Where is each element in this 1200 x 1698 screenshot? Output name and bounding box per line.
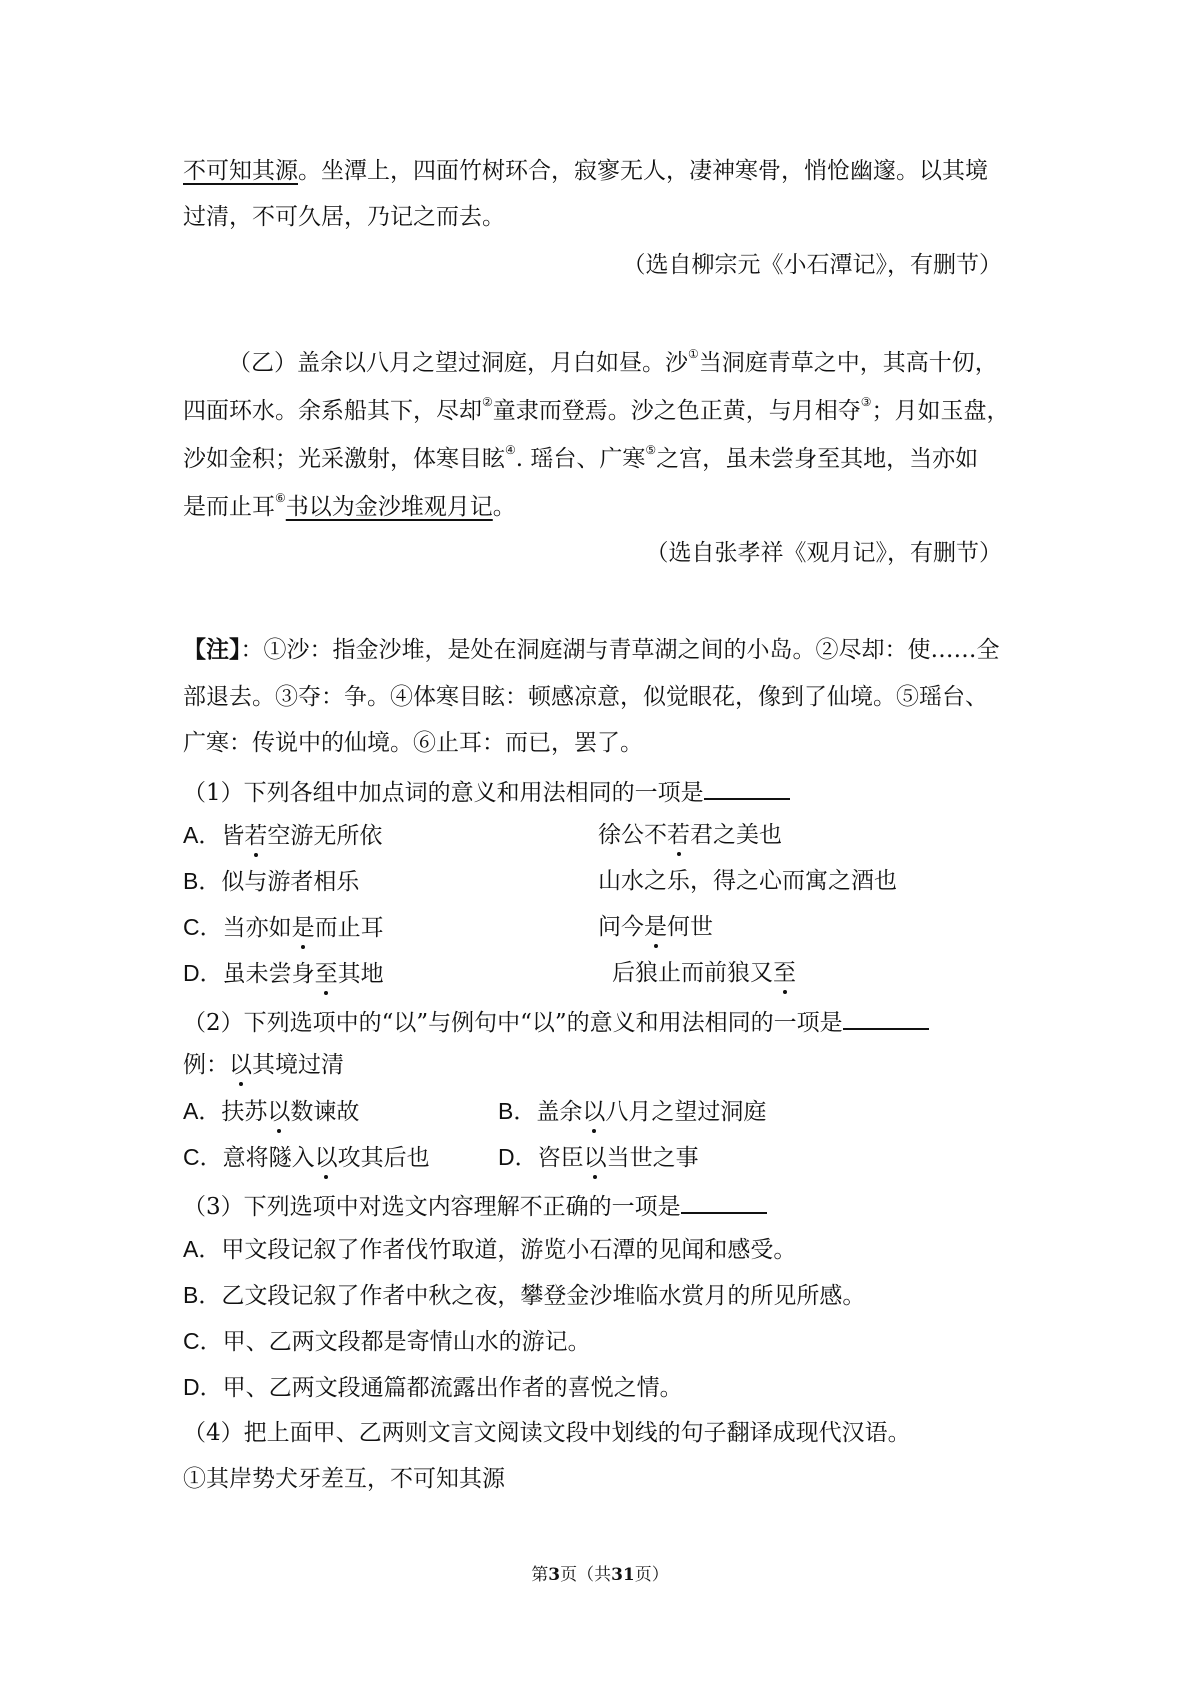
passage-jia-source: （选自柳宗元《小石潭记》，有删节） — [622, 252, 1002, 278]
total-pages: 31 — [611, 1565, 635, 1585]
passage-jia-line-2: 过清，不可久居，乃记之而去。 — [183, 204, 505, 230]
q1-option-b: B．似与游者相乐 — [183, 868, 360, 895]
passage-yi-line-3: 沙如金积；光采激射，体寒目眩④. 瑶台、广寒⑤之宫，虽未尝身至其地，当亦如 — [183, 443, 979, 472]
question-3-stem: （3）下列选项中对选文内容理解不正确的一项是 — [183, 1192, 767, 1219]
q3-option-b: B．乙文段记叙了作者中秋之夜，攀登金沙堆临水赏月的所见所感。 — [183, 1282, 866, 1309]
notes-label: 【注】 — [183, 636, 241, 663]
answer-blank — [843, 1008, 929, 1030]
q2-example: 例：以其境过清 — [183, 1052, 344, 1078]
underlined-sentence: 书以为金沙堆观月记 — [285, 494, 493, 520]
passage-jia-line-1: 不可知其源。坐潭上，四面竹树环合，寂寥无人，凄神寒骨，悄怆幽邃。以其境 — [183, 158, 988, 184]
q1-option-c-second: 问今是何世 — [598, 914, 713, 940]
q3-option-c: C．甲、乙两文段都是寄情山水的游记。 — [183, 1328, 591, 1355]
passage-yi-line-1: （乙）盖余以八月之望过洞庭，月白如昼。沙①当洞庭青草之中，其高十仞， — [228, 347, 998, 376]
passage-yi-source: （选自张孝祥《观月记》，有删节） — [645, 540, 1002, 566]
passage-yi-line-4: 是而止耳⑥书以为金沙堆观月记。 — [183, 491, 516, 520]
question-1-stem: （1）下列各组中加点词的意义和用法相同的一项是 — [183, 778, 790, 805]
notes-line-3: 广寒：传说中的仙境。⑥止耳：而已，罢了。 — [183, 730, 643, 756]
q1-option-a-second: 徐公不若君之美也 — [598, 822, 782, 848]
q2-option-a: A．扶苏以数谏故 — [183, 1098, 360, 1125]
answer-blank — [681, 1192, 767, 1214]
q3-option-d: D．甲、乙两文段通篇都流露出作者的喜悦之情。 — [183, 1374, 683, 1401]
q2-option-d: D．咨臣以当世之事 — [498, 1144, 699, 1171]
q1-option-d-second: 后狼止而前狼又至 — [612, 960, 796, 986]
page-footer: 第3页（共31页） — [531, 1565, 669, 1585]
q1-option-d: D．虽未尝身至其地 — [183, 960, 384, 987]
q1-option-c: C．当亦如是而止耳 — [183, 914, 384, 941]
page-number: 3 — [548, 1565, 561, 1585]
underlined-sentence: 不可知其源 — [183, 158, 298, 184]
q2-option-c: C．意将隧入以攻其后也 — [183, 1144, 430, 1171]
q2-option-b: B．盖余以八月之望过洞庭 — [498, 1098, 767, 1125]
question-2-stem: （2）下列选项中的“以”与例句中“以”的意义和用法相同的一项是 — [183, 1008, 929, 1035]
notes-line-2: 部退去。③夺：争。④体寒目眩：顿感凉意，似觉眼花，像到了仙境。⑤瑶台、 — [183, 684, 988, 710]
notes-line-1: 【注】：①沙：指金沙堆，是处在洞庭湖与青草湖之间的小岛。②尽却：使……全 — [183, 636, 1000, 663]
answer-blank — [704, 778, 790, 800]
q1-option-b-second: 山水之乐，得之心而寓之酒也 — [598, 868, 897, 894]
question-4-stem: （4）把上面甲、乙两则文言文阅读文段中划线的句子翻译成现代汉语。 — [183, 1420, 911, 1446]
q3-option-a: A．甲文段记叙了作者伐竹取道，游览小石潭的见闻和感受。 — [183, 1236, 797, 1263]
q1-option-a: A．皆若空游无所依 — [183, 822, 383, 849]
passage-yi-line-2: 四面环水。余系船其下，尽却②童隶而登焉。沙之色正黄，与月相夺③；月如玉盘， — [183, 395, 1010, 424]
q4-item-1: ①其岸势犬牙差互，不可知其源 — [183, 1466, 505, 1492]
